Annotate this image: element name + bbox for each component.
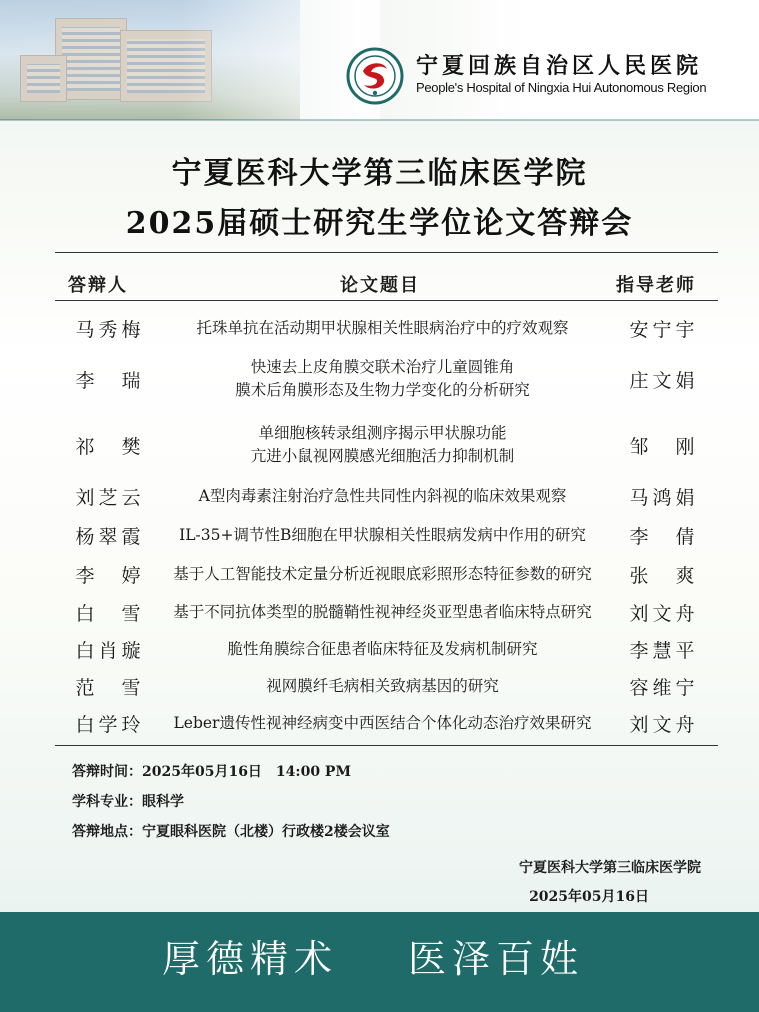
defender-name: 刘芝云 [75, 486, 145, 509]
advisor-name: 张 爽 [629, 564, 699, 587]
thesis-title: 快速去上皮角膜交联术治疗儿童圆锥角 膜术后角膜形态及生物力学变化的分析研究 [235, 358, 530, 399]
signature-date: 2025年05月16日 [529, 889, 649, 905]
advisor-name: 邹 刚 [629, 435, 699, 458]
table-row [55, 414, 718, 476]
thesis-title: 基于人工智能技术定量分析近视眼底彩照形态特征参数的研究 [173, 564, 592, 583]
table-row [55, 348, 718, 410]
defender-name: 杨翠霞 [75, 525, 145, 548]
thesis-title: Leber遗传性视神经病变中西医结合个体化动态治疗效果研究 [173, 713, 592, 732]
thesis-title: 脆性角膜综合征患者临床特征及发病机制研究 [227, 639, 538, 658]
table-row [55, 556, 718, 592]
table-row [55, 705, 718, 741]
thesis-title: 托珠单抗在活动期甲状腺相关性眼病治疗中的疗效观察 [196, 318, 569, 337]
defender-name: 祁 樊 [75, 435, 145, 458]
table-header-rule [55, 300, 718, 301]
table-row [55, 668, 718, 704]
defense-location: 答辩地点：宁夏眼科医院（北楼）行政楼2楼会议室 [72, 824, 390, 840]
thesis-title: IL-35+调节性B细胞在甲状腺相关性眼病发病中作用的研究 [179, 525, 586, 544]
defender-name: 白肖璇 [75, 639, 145, 662]
advisor-name: 容维宁 [629, 676, 699, 699]
thesis-title: 视网膜纤毛病相关致病基因的研究 [266, 676, 499, 695]
defender-name: 范 雪 [75, 676, 145, 699]
defender-name: 白学玲 [75, 713, 145, 736]
slogan-right: 医泽百姓 [408, 937, 585, 981]
table-row [55, 310, 718, 346]
page-title-line1: 宁夏医科大学第三临床医学院 [171, 156, 588, 191]
defense-time: 答辩时间：2025年05月16日 14:00 PM [72, 764, 351, 780]
header-advisor: 指导老师 [616, 275, 696, 296]
thesis-title: 基于不同抗体类型的脱髓鞘性视神经炎亚型患者临床特点研究 [173, 602, 592, 621]
table-row [55, 631, 718, 667]
defense-major: 学科专业：眼科学 [72, 794, 184, 810]
advisor-name: 李 倩 [629, 525, 699, 548]
header-thesis: 论文题目 [340, 275, 420, 296]
table-bottom-rule [55, 745, 718, 746]
table-row [55, 594, 718, 630]
thesis-title: A型肉毒素注射治疗急性共同性内斜视的临床效果观察 [198, 486, 567, 505]
header-defender: 答辩人 [68, 275, 128, 296]
defender-name: 李 瑞 [75, 369, 145, 392]
page-title-line2: 2025届硕士研究生学位论文答辩会 [125, 206, 634, 241]
thesis-title: 单细胞核转录组测序揭示甲状腺功能 亢进小鼠视网膜感光细胞活力抑制机制 [250, 424, 515, 465]
hospital-name-cn: 宁夏回族自治区人民医院 [416, 53, 703, 79]
advisor-name: 马鸿娟 [629, 486, 699, 509]
advisor-name: 刘文舟 [629, 713, 699, 736]
defender-name: 马秀梅 [75, 318, 145, 341]
defender-name: 李 婷 [75, 564, 145, 587]
table-row [55, 478, 718, 514]
signature-org: 宁夏医科大学第三临床医学院 [519, 860, 701, 876]
footer-band [0, 912, 759, 1012]
defender-name: 白 雪 [75, 602, 145, 625]
advisor-name: 庄文娟 [629, 369, 699, 392]
hospital-logo-icon [346, 47, 404, 105]
hospital-name-en: People's Hospital of Ningxia Hui Autonomous Region [416, 80, 707, 95]
slogan-left: 厚德精术 [162, 937, 339, 981]
advisor-name: 李慧平 [629, 639, 699, 662]
table-row [55, 517, 718, 553]
header-divider [0, 119, 759, 121]
advisor-name: 刘文舟 [629, 602, 699, 625]
advisor-name: 安宁宇 [629, 318, 699, 341]
table-top-rule [55, 252, 718, 253]
